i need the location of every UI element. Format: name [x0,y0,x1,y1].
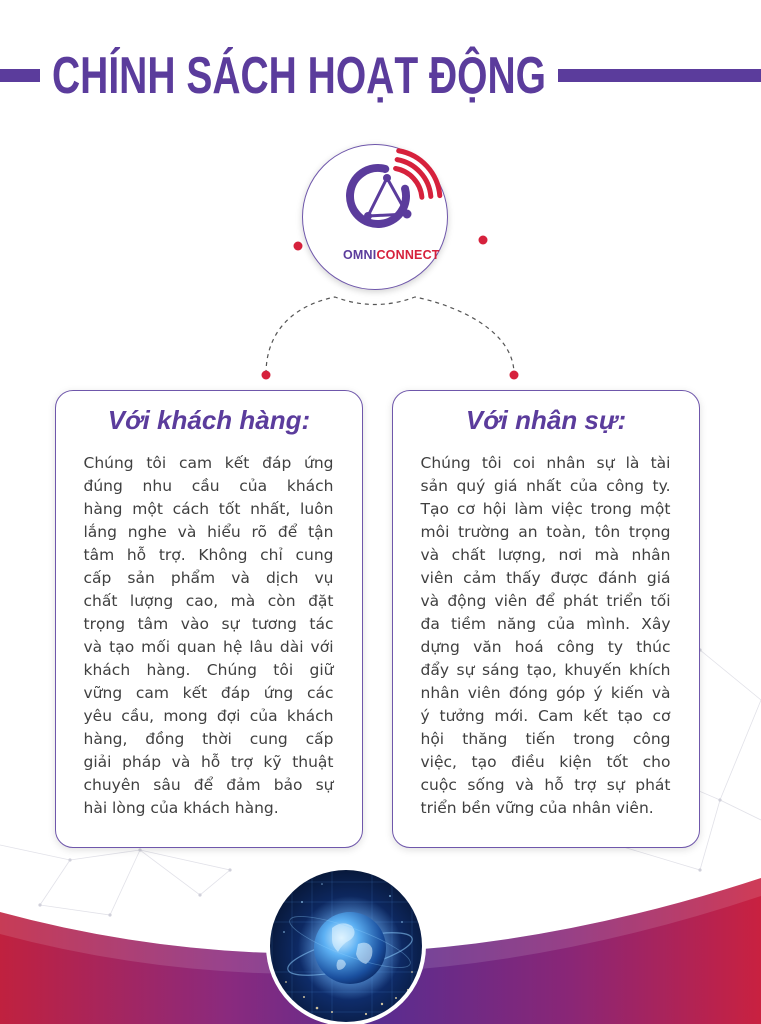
body-text-line: dựng văn hoá công ty thúc [420,637,671,656]
logo-badge [302,144,448,290]
body-text-line: đúng nhu cầu của khách [83,476,334,495]
customer-policy-card [55,390,363,848]
body-text-line: viên cảm thấy được đánh giá [420,568,671,587]
body-text-line: ý tưởng mới. Cam kết tạo cơ [420,706,671,725]
body-text-line: lắng nghe và hiểu rõ để tận [83,522,334,541]
title-bar-right [558,69,761,82]
body-text-line: và chất lượng, nơi mà nhân [420,545,671,564]
title-bar-left [0,69,40,82]
body-text-line: và động viên để phát triển tối [420,591,671,610]
omniconnect-logo-icon [302,144,448,290]
body-text-line: hội thăng tiến trong công [420,729,671,748]
body-text-line: sản quý giá nhất của công ty. [420,476,671,495]
body-text-line: đa tiềm năng của mình. Xây [420,614,671,633]
body-text-line: chất lượng cao, mà còn đặt [83,591,334,610]
card-title: Với nhân sự: [465,405,627,435]
body-text-line: khách hàng. Chúng tôi giữ [83,660,334,679]
body-text-line: Tạo cơ hội làm việc trong một [420,499,671,518]
logo-wordmark-accent: CONNECT [376,248,440,262]
body-text-line: hài lòng của khách hàng. [83,798,279,817]
staff-policy-card [392,390,700,848]
body-text-line: cấp sản phẩm và dịch vụ [83,568,334,587]
logo-wordmark [343,248,440,262]
body-text-line: hàng, đồng thời cung cấp [83,729,334,748]
body-text-line: hàng một cách tốt nhất, luôn [83,499,334,518]
body-text-line: nhân viên đóng góp ý kiến và [420,683,671,702]
body-text-line: triển bền vững của nhân viên. [420,798,654,817]
page-title: CHÍNH SÁCH HOẠT ĐỘNG [52,47,547,105]
body-text-line: đẩy sự sáng tạo, khuyến khích [420,660,671,679]
red-dot-icon [510,371,519,380]
red-dot-icon [479,236,488,245]
body-text-line: yêu cầu, mong đợi của khách [83,706,334,725]
body-text-line: Chúng tôi cam kết đáp ứng [83,453,334,472]
body-text-line: vững cam kết đáp ứng các [83,683,334,702]
body-text-line: giải pháp và hỗ trợ kỹ thuật [83,752,334,771]
digital-globe-icon [262,862,430,1024]
card-title: Với khách hàng: [107,405,311,435]
card-body [84,452,334,820]
logo-wordmark-primary: OMNI [343,248,377,262]
body-text-line: cuộc sống và hỗ trợ sự phát [420,775,671,794]
red-dot-icon [262,371,271,380]
body-text-line: môi trường an toàn, tôn trọng [420,522,671,541]
earth-sphere [314,912,386,984]
body-text-line: chuyên sâu để đảm bảo sự [83,775,334,794]
body-text-line: việc, tạo điều kiện tốt cho [420,752,671,771]
body-text-line: tâm hỗ trợ. Không chỉ cung [83,545,334,564]
body-text-line: và tạo mối quan hệ lâu dài với [83,637,334,656]
body-text-line: trọng tâm vào sự tương tác [83,614,334,633]
card-body [421,452,671,820]
body-text-line: Chúng tôi coi nhân sự là tài [420,453,671,472]
dashed-connector-line [266,297,514,374]
